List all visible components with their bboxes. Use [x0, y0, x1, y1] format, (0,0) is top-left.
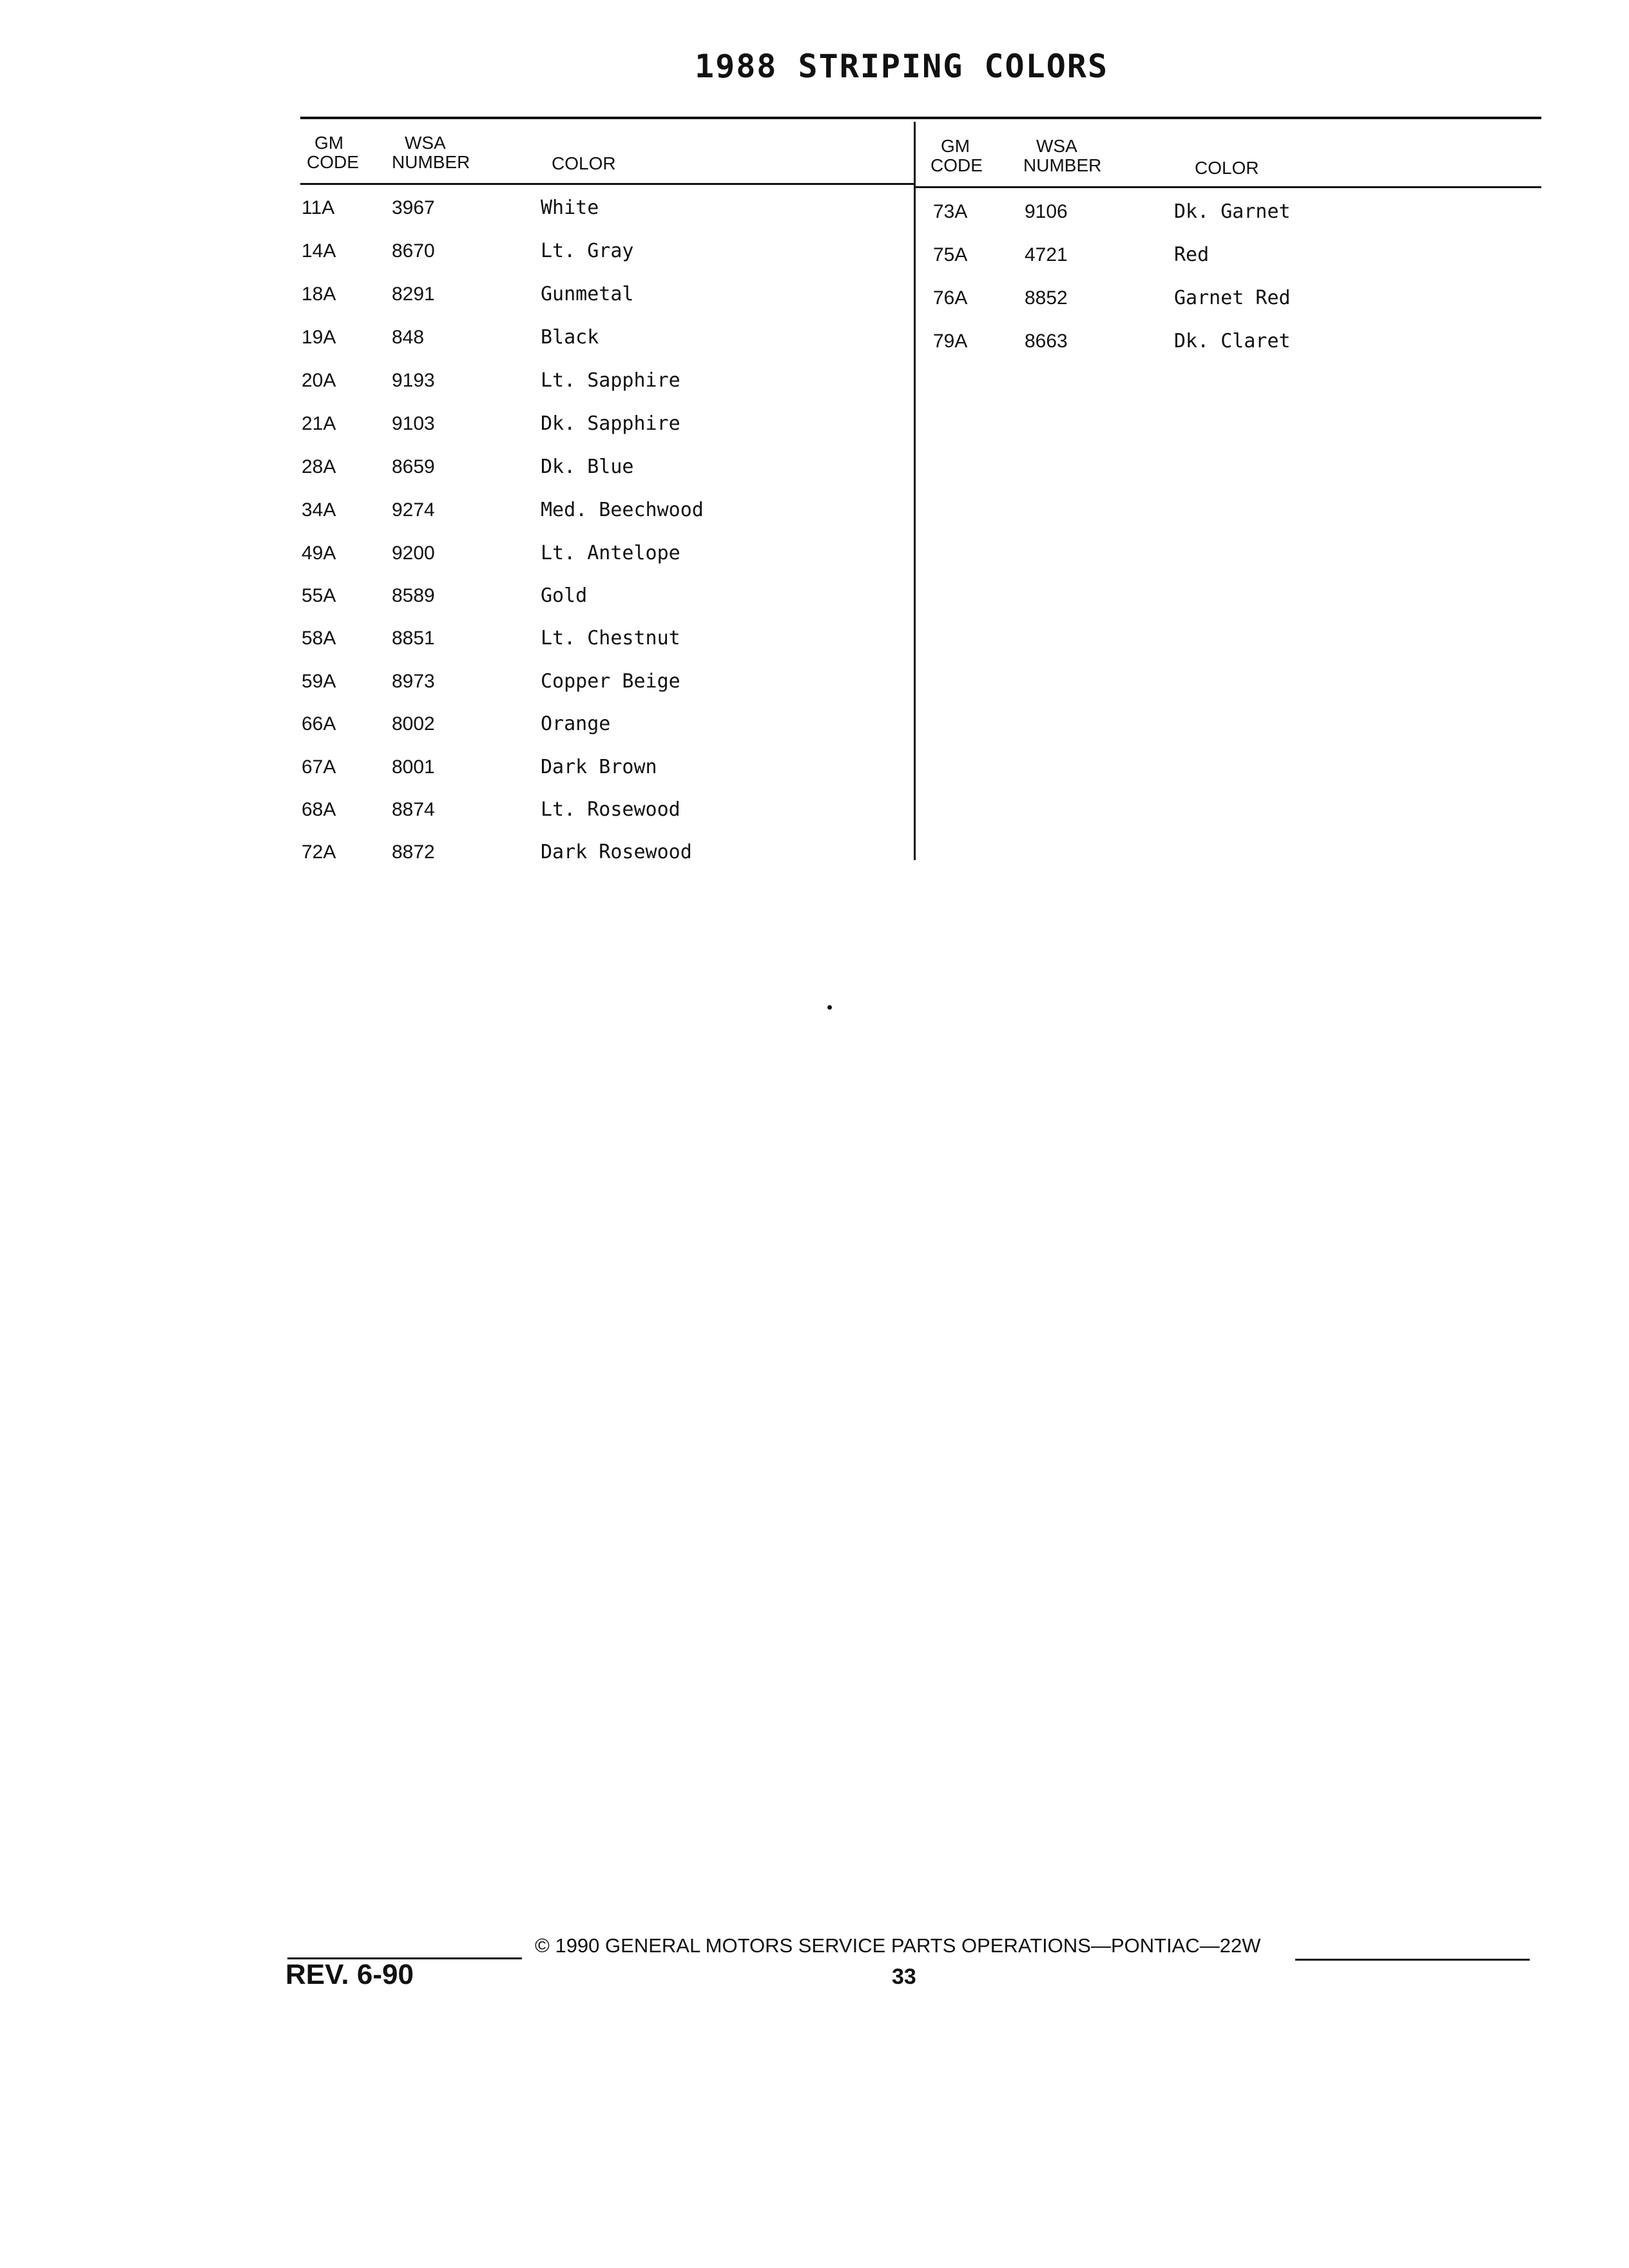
- right-gm-code-header: GM CODE: [930, 136, 983, 175]
- wsa-number: 9103: [392, 413, 435, 434]
- wsa-number: 9193: [392, 370, 435, 391]
- wsa-number: 8973: [392, 671, 435, 692]
- color-name: Copper Beige: [541, 670, 680, 693]
- gm-code: 75A: [933, 244, 968, 265]
- left-gm-code-header: GM CODE: [307, 133, 359, 172]
- color-name: Lt. Gray: [541, 240, 634, 262]
- color-name: Lt. Chestnut: [541, 627, 680, 649]
- gm-code: 59A: [302, 671, 336, 692]
- color-name: Dk. Garnet: [1174, 200, 1291, 223]
- gm-code: 11A: [302, 197, 335, 218]
- wsa-number: 8874: [392, 799, 435, 820]
- gm-code: 67A: [302, 756, 336, 778]
- gm-code: 68A: [302, 799, 336, 820]
- copyright-notice: © 1990 GENERAL MOTORS SERVICE PARTS OPERATIONS—PONTIAC—22W: [535, 1934, 1261, 1957]
- color-name: Dark Rosewood: [541, 841, 692, 863]
- gm-code: 73A: [933, 201, 968, 222]
- color-name: Dk. Blue: [541, 456, 634, 478]
- gm-code: 72A: [302, 841, 336, 863]
- gm-code: 20A: [302, 370, 336, 391]
- gm-code: 21A: [302, 413, 336, 434]
- color-name: Gunmetal: [541, 283, 634, 305]
- gm-code: 34A: [302, 499, 336, 521]
- color-name: Lt. Antelope: [541, 542, 680, 564]
- wsa-number: 4721: [1025, 244, 1068, 265]
- color-name: Dk. Sapphire: [541, 412, 680, 435]
- color-name: Black: [541, 326, 599, 349]
- color-name: Lt. Sapphire: [541, 369, 680, 392]
- wsa-number: 8851: [392, 628, 435, 649]
- wsa-number: 8872: [392, 841, 435, 863]
- footer-rule-right: [1295, 1959, 1530, 1961]
- wsa-number: 848: [392, 327, 425, 348]
- gm-code: 28A: [302, 456, 336, 477]
- wsa-number: 9106: [1025, 201, 1068, 222]
- gm-code: 55A: [302, 585, 336, 606]
- left-color-header: COLOR: [552, 153, 616, 173]
- wsa-number: 8659: [392, 456, 435, 477]
- wsa-number: 8852: [1025, 287, 1068, 309]
- color-name: Orange: [541, 713, 611, 735]
- gm-code: 58A: [302, 628, 336, 649]
- color-name: Lt. Rosewood: [541, 798, 680, 821]
- gm-code: 14A: [302, 240, 336, 262]
- wsa-number: 8663: [1025, 331, 1068, 352]
- right-wsa-number-header: WSA NUMBER: [1023, 136, 1102, 175]
- wsa-number: 3967: [392, 197, 435, 218]
- gm-code: 18A: [302, 284, 336, 305]
- wsa-number: 9200: [392, 543, 435, 564]
- color-name: Dk. Claret: [1174, 330, 1291, 352]
- wsa-number: 8001: [392, 756, 435, 778]
- left-header-rule: [300, 183, 915, 185]
- color-name: Gold: [541, 584, 588, 607]
- color-name: Med. Beechwood: [541, 499, 704, 521]
- gm-code: 79A: [933, 331, 968, 352]
- column-divider: [914, 122, 916, 860]
- color-name: Garnet Red: [1174, 287, 1291, 309]
- page-number: 33: [892, 1965, 916, 1989]
- wsa-number: 8002: [392, 713, 435, 735]
- right-color-header: COLOR: [1195, 158, 1259, 178]
- table-top-rule: [300, 117, 1541, 119]
- gm-code: 76A: [933, 287, 968, 309]
- gm-code: 19A: [302, 327, 336, 348]
- wsa-number: 8670: [392, 240, 435, 262]
- color-name: Red: [1174, 244, 1210, 266]
- wsa-number: 9274: [392, 499, 435, 521]
- gm-code: 66A: [302, 713, 336, 735]
- color-name: Dark Brown: [541, 756, 657, 778]
- page-title: 1988 STRIPING COLORS: [695, 48, 1109, 85]
- color-name: White: [541, 197, 599, 219]
- revision-label: REV. 6-90: [285, 1959, 414, 1990]
- left-wsa-number-header: WSA NUMBER: [392, 133, 470, 172]
- gm-code: 49A: [302, 543, 336, 564]
- wsa-number: 8589: [392, 585, 435, 606]
- wsa-number: 8291: [392, 284, 435, 305]
- stray-dot: [827, 1005, 832, 1010]
- right-header-rule: [915, 186, 1541, 188]
